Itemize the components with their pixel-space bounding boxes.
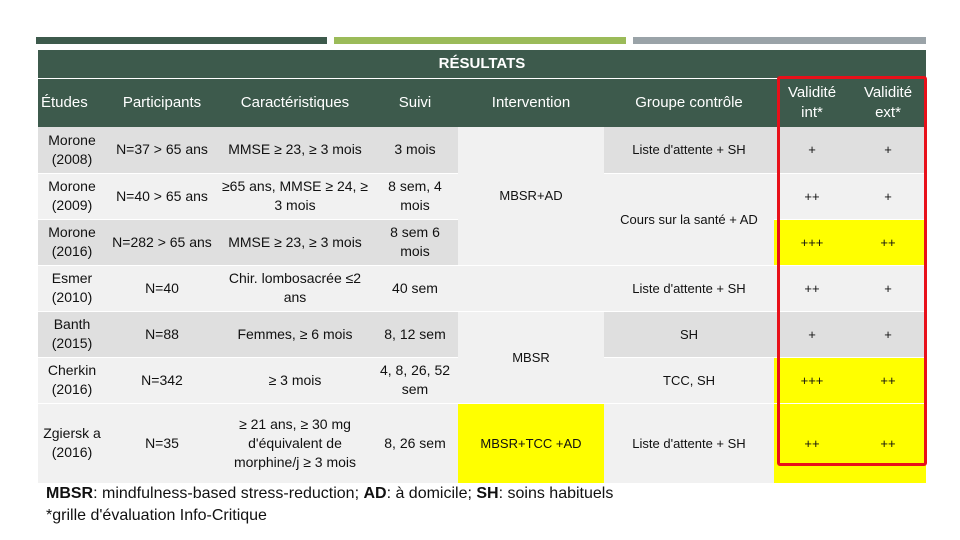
cell-caracteristiques: ≥ 21 ans, ≥ 30 mg d'équivalent de morphine/j ≥ 3 mois [218,403,372,483]
accent-bar-gray [633,37,926,44]
cell-caracteristiques: ≥65 ans, MMSE ≥ 24, ≥ 3 mois [218,173,372,219]
table-row [38,127,926,173]
cell-groupe-controle: SH [604,311,774,357]
cell-validite-int: + [774,311,850,357]
cell-suivi: 8, 26 sem [372,403,458,483]
cell-intervention [458,265,604,311]
cell-participants: N=37 > 65 ans [106,127,218,173]
cell-suivi: 40 sem [372,265,458,311]
cell-validite-ext: ++ [850,219,926,265]
cell-participants: N=35 [106,403,218,483]
cell-caracteristiques: ≥ 3 mois [218,357,372,403]
header-participants: Participants [106,79,218,127]
table-header-row [38,79,926,127]
cell-groupe-controle-group: Cours sur la santé + AD [604,173,774,265]
cell-validite-ext: + [850,311,926,357]
cell-participants: N=40 > 65 ans [106,173,218,219]
cell-validite-int: +++ [774,357,850,403]
table-row [38,311,926,357]
cell-etude: Morone (2008) [38,127,106,173]
cell-validite-ext: + [850,127,926,173]
cell-validite-ext: ++ [850,403,926,483]
header-validite-int: Validité int* [774,79,850,127]
cell-suivi: 4, 8, 26, 52 sem [372,357,458,403]
cell-validite-int: +++ [774,219,850,265]
cell-groupe-controle: TCC, SH [604,357,774,403]
cell-validite-int: ++ [774,173,850,219]
footnote-def: : mindfulness-based stress-reduction; [93,485,364,502]
table-row [38,403,926,483]
cell-caracteristiques: MMSE ≥ 23, ≥ 3 mois [218,127,372,173]
slide-title: RÉSULTATS [38,50,926,78]
cell-suivi: 8, 12 sem [372,311,458,357]
cell-etude: Banth (2015) [38,311,106,357]
accent-bar-dark [36,37,327,44]
cell-etude: Esmer (2010) [38,265,106,311]
footnote-def: : soins habituels [498,485,614,502]
cell-intervention-group: MBSR [458,311,604,403]
header-groupe-controle: Groupe contrôle [604,79,774,127]
cell-groupe-controle: Liste d'attente + SH [604,127,774,173]
cell-validite-ext: + [850,173,926,219]
footnote-grille: *grille d'évaluation Info-Critique [46,507,267,524]
cell-etude: Cherkin (2016) [38,357,106,403]
cell-etude: Morone (2009) [38,173,106,219]
cell-groupe-controle: Liste d'attente + SH [604,265,774,311]
header-intervention: Intervention [458,79,604,127]
cell-validite-int: + [774,127,850,173]
cell-etude: Zgiersk a (2016) [38,403,106,483]
cell-participants: N=282 > 65 ans [106,219,218,265]
header-etudes: Études [38,79,106,127]
cell-validite-ext: ++ [850,357,926,403]
cell-suivi: 8 sem, 4 mois [372,173,458,219]
cell-caracteristiques: Femmes, ≥ 6 mois [218,311,372,357]
cell-suivi: 8 sem 6 mois [372,219,458,265]
cell-caracteristiques: MMSE ≥ 23, ≥ 3 mois [218,219,372,265]
cell-intervention: MBSR+TCC +AD [458,403,604,483]
cell-participants: N=342 [106,357,218,403]
cell-participants: N=40 [106,265,218,311]
footnote-def: : à domicile; [386,485,477,502]
cell-validite-int: ++ [774,265,850,311]
results-table [38,79,926,484]
cell-groupe-controle: Liste d'attente + SH [604,403,774,483]
header-caracteristiques: Caractéristiques [218,79,372,127]
cell-suivi: 3 mois [372,127,458,173]
footnote-abbr: SH [476,485,499,502]
cell-etude: Morone (2016) [38,219,106,265]
cell-validite-int: ++ [774,403,850,483]
cell-participants: N=88 [106,311,218,357]
table-row [38,265,926,311]
footnote-abbr: MBSR [46,485,94,502]
footnote-abbreviations [46,485,613,503]
header-validite-ext: Validité ext* [850,79,926,127]
cell-intervention-group: MBSR+AD [458,127,604,265]
footnote-abbr: AD [363,485,387,502]
header-suivi: Suivi [372,79,458,127]
cell-validite-ext: + [850,265,926,311]
accent-bar-green [334,37,626,44]
cell-caracteristiques: Chir. lombosacrée ≤2 ans [218,265,372,311]
